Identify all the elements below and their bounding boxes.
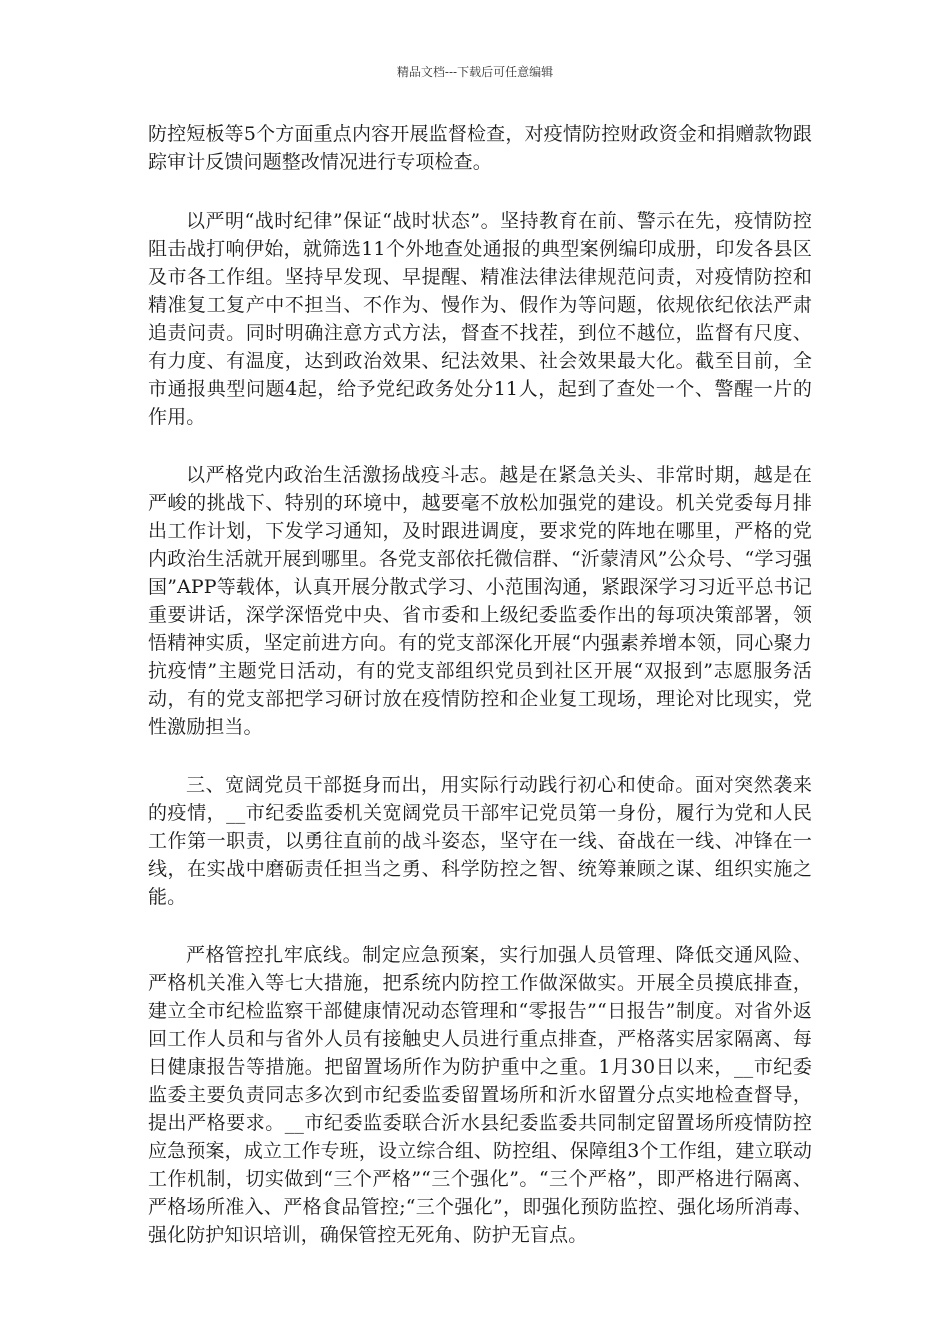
page-header: 精品文档---下载后可任意编辑 — [396, 65, 554, 79]
document-body — [148, 120, 812, 1279]
paragraph-wartime-discipline: 以严明“战时纪律”保证“战时状态”。坚持教育在前、警示在先，疫情防控阻击战打响伊始，就筛选11个外地查处通报的典型案例编印成册，印发各县区及市各工作组。坚持早发现、早提醒、精准法律法律规范问责，对疫情防控和精准复工复产中不担当、不作为、慢作为、假作为等问题，依规依纪依法严肃追责问责。同时明确注意方式方法，督查不找茬，到位不越位，监督有尺度、有力度、有温度，达到政治效果、纪法效果、社会效果最大化。截至目前，全市通报典型问题4起，给予党纪政务处分11人，起到了查处一个、警醒一片的作用。 — [148, 210, 812, 428]
paragraph-party-political-life: 以严格党内政治生活激扬战疫斗志。越是在紧急关头、非常时期，越是在严峻的挑战下、特别的环境中，越要毫不放松加强党的建设。机关党委每月排出工作计划，下发学习通知，及时跟进调度，要求党的阵地在哪里，严格的党内政治生活就开展到哪里。各党支部依托微信群、“沂蒙清风”公众号、“学习强国”APP等载体，认真开展分散式学习、小范围沟通，紧跟深学习习近平总书记重要讲话，深学深悟党中央、省市委和上级纪委监委作出的每项决策部署，领悟精神实质，坚定前进方向。有的党支部深化开展“内强素养增本领，同心聚力抗疫情”主题党日活动，有的党支部组织党员到社区开展“双报到”志愿服务活动，有的党支部把学习研讨放在疫情防控和企业复工现场，理论对比现实，党性激励担当。 — [148, 464, 812, 738]
paragraph-section-three: 三、宽阔党员干部挺身而出，用实际行动践行初心和使命。面对突然袭来的疫情，__市纪委监委机关宽阔党员干部牢记党员第一身份，履行为党和人民工作第一职责，以勇往直前的战斗姿态，坚守在一线、奋战在一线、冲锋在一线，在实战中磨砺责任担当之勇、科学防控之智、统筹兼顾之谋、组织实施之能。 — [148, 774, 812, 908]
paragraph-strict-control: 严格管控扎牢底线。制定应急预案，实行加强人员管理、降低交通风险、严格机关准入等七大措施，把系统内防控工作做深做实。开展全员摸底排查，建立全市纪检监察干部健康情况动态管理和“零报告”“日报告”制度。对省外返回工作人员和与省外人员有接触史人员进行重点排查，严格落实居家隔离、每日健康报告等措施。把留置场所作为防护重中之重。1月30日以来，__市纪委监委主要负责同志多次到市纪委监委留置场所和沂水留置分点实地检查督导，提出严格要求。__市纪委监委联合沂水县纪委监委共同制定留置场所疫情防控应急预案，成立工作专班，设立综合组、防控组、保障组3个工作组，建立联动工作机制，切实做到“三个严格”“三个强化”。“三个严格”，即严格进行隔离、严格场所准入、严格食品管控;“三个强化”，即强化预防监控、强化场所消毒、强化防护知识培训，确保管控无死角、防护无盲点。 — [148, 944, 812, 1246]
paragraph-continuation: 防控短板等5个方面重点内容开展监督检查，对疫情防控财政资金和捐赠款物跟踪审计反馈问题整改情况进行专项检查。 — [148, 123, 812, 173]
